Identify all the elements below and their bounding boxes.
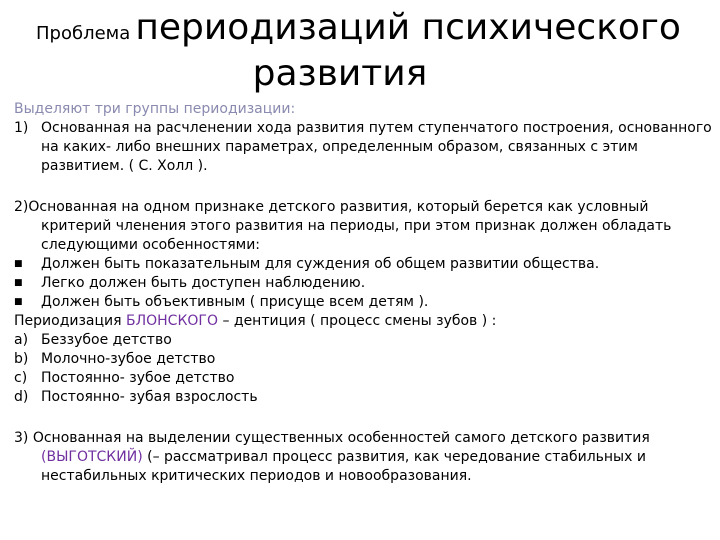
stage-marker: d) [14, 389, 29, 405]
bullet-text: Должен быть показательным для суждения об общем развитии общества. [41, 256, 600, 272]
title-prefix: Проблема [36, 23, 131, 44]
group-1-text: Основанная на расчленении хода развития путем ступенчатого построения, основанного на каких- либо внешних параметрах, определенным образом, связанных с этим развитием. ( С. Холл ). [41, 120, 712, 174]
bullet-item [14, 255, 714, 274]
stage-item [14, 369, 714, 388]
stage-text: Беззубое детство [41, 332, 172, 348]
stage-marker: c) [14, 370, 28, 386]
title-main-part1: периодизаций психического [135, 7, 681, 48]
group-2-item [14, 198, 714, 255]
stage-item [14, 350, 714, 369]
intro-text: Выделяют три группы периодизации: [14, 101, 296, 117]
bullet-item [14, 293, 714, 312]
stage-text: Молочно-зубое детство [41, 351, 216, 367]
bullet-icon: ■ [14, 297, 23, 307]
blonsky-prefix: Периодизация [14, 313, 122, 329]
group-1-marker: 1) [14, 120, 29, 136]
blonsky-line [14, 312, 714, 331]
bullet-text: Должен быть объективным ( присуще всем детям ). [41, 294, 429, 310]
stage-marker: a) [14, 332, 29, 348]
blonsky-name: БЛОНСКОГО [126, 313, 218, 329]
slide-body [14, 100, 714, 486]
stage-item [14, 331, 714, 350]
spacer [14, 176, 714, 198]
stage-marker: b) [14, 351, 29, 367]
bullet-text: Легко должен быть доступен наблюдению. [41, 275, 366, 291]
spacer [14, 407, 714, 429]
blonsky-suffix: – дентиция ( процесс смены зубов ) : [222, 313, 497, 329]
stage-text: Постоянно- зубое детство [41, 370, 235, 386]
bullet-item [14, 274, 714, 293]
group-3-prefix: 3) Основанная на выделении существенных особенностей самого детского развития [14, 430, 650, 446]
bullet-icon: ■ [14, 259, 23, 269]
vygotsky-name: (ВЫГОТСКИЙ) [41, 449, 143, 465]
stage-text: Постоянно- зубая взрослость [41, 389, 258, 405]
group-3-suffix: (– рассматривал процесс развития, как чередование стабильных и нестабильных критических периодов и новообразования. [41, 449, 646, 484]
group-2-text: 2)Основанная на одном признаке детского развития, который берется как условный критерий членения этого развития на периоды, при этом признак должен обладать следующими особенностями: [14, 199, 672, 253]
bullet-icon: ■ [14, 278, 23, 288]
stage-item [14, 388, 714, 407]
title-main-part2: развития [252, 53, 428, 94]
group-1-item [14, 119, 714, 176]
group-3-item [14, 429, 714, 486]
